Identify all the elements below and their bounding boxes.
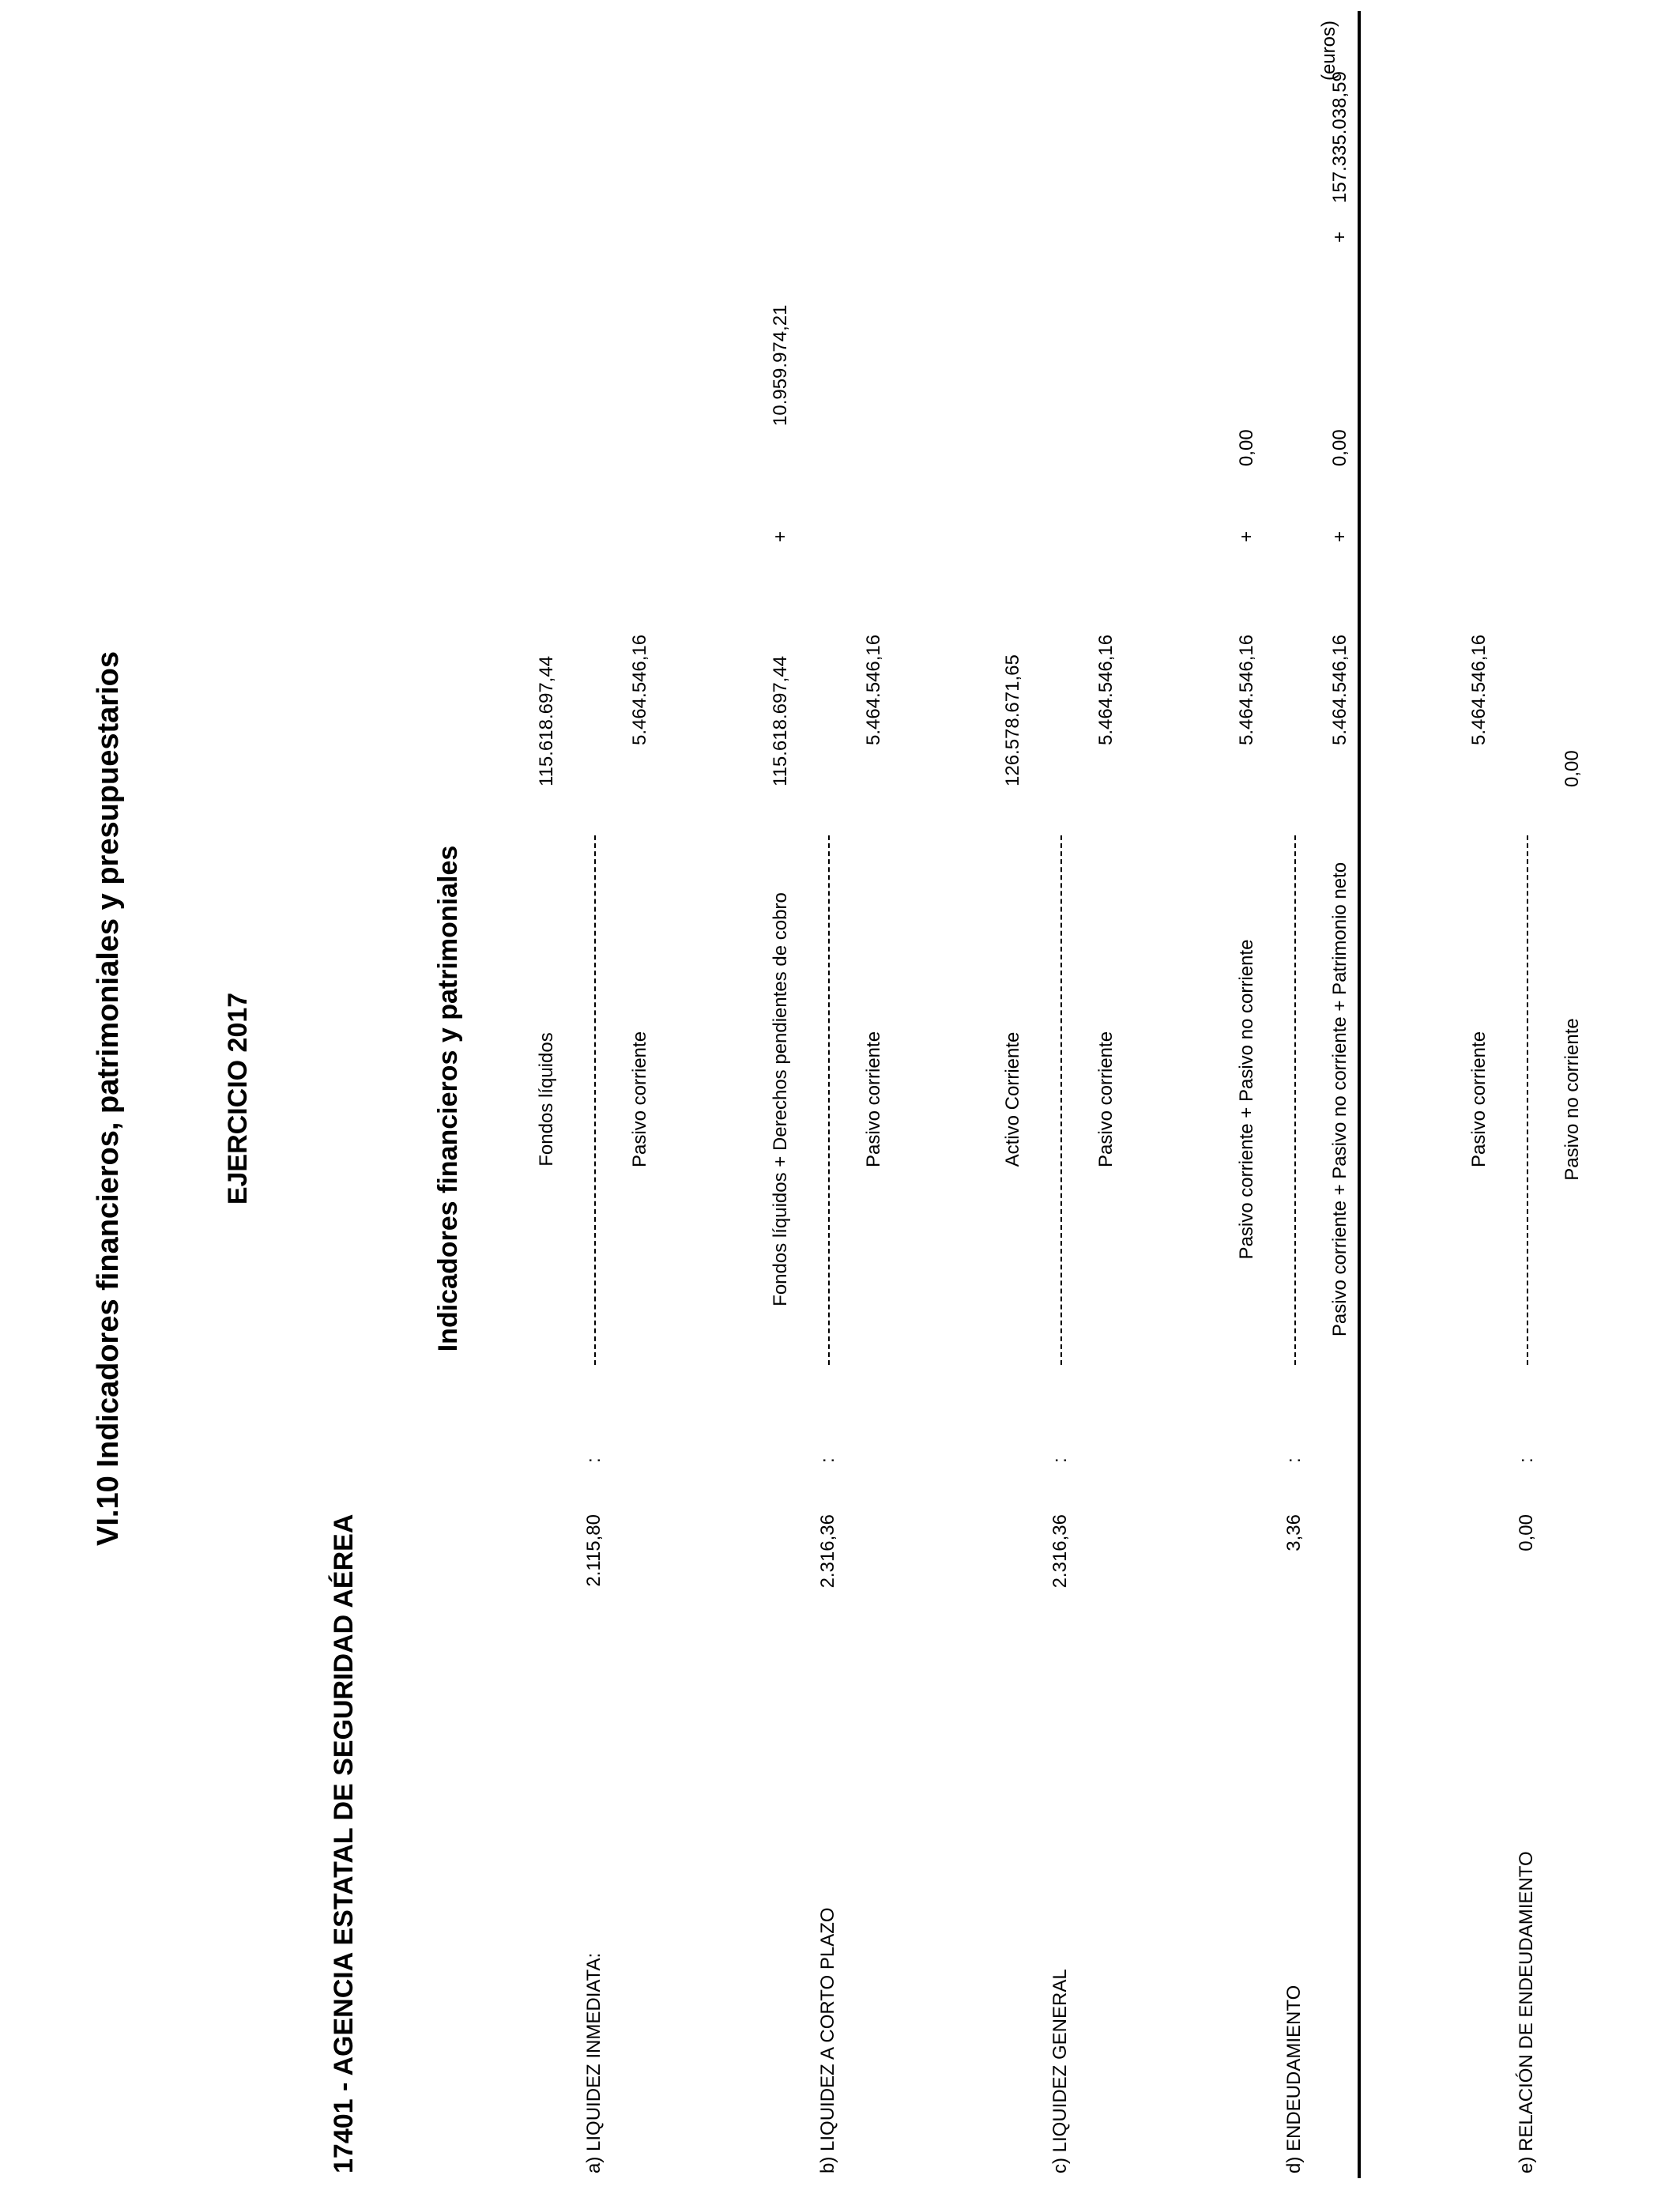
fraction-line — [1060, 835, 1062, 1365]
numerator-value: 115.618.697,44 — [770, 655, 791, 786]
indicator-ratio: 2.115,80 — [583, 1514, 605, 1587]
denominator-formula: Pasivo corriente — [629, 1031, 650, 1168]
denominator-value: 5.464.546,16 — [629, 634, 650, 745]
indicator-ratio: 3,36 — [1283, 1514, 1305, 1551]
ratio-separator: : — [1283, 1457, 1305, 1463]
fraction-line — [1527, 835, 1528, 1365]
plus-sign: + — [1329, 530, 1350, 542]
denominator-value-3: 157.335.038,59 — [1329, 71, 1350, 203]
denominator-value: 0,00 — [1561, 750, 1583, 787]
ratio-separator: : — [1516, 1457, 1537, 1463]
plus-sign: + — [770, 530, 791, 542]
numerator-value: 5.464.546,16 — [1236, 634, 1257, 745]
section-title: Indicadores financieros y patrimoniales — [433, 845, 463, 1352]
numerator-formula: Pasivo corriente — [1468, 1031, 1490, 1168]
plus-sign: + — [1329, 231, 1350, 243]
indicator-label: a) LIQUIDEZ INMEDIATA: — [583, 1952, 605, 2173]
ratio-separator: : — [1049, 1457, 1071, 1463]
numerator-value-2: 0,00 — [1236, 429, 1257, 466]
numerator-formula: Pasivo corriente + Pasivo no corriente — [1236, 939, 1257, 1260]
denominator-formula: Pasivo no corriente — [1561, 1018, 1583, 1181]
fraction-line — [1294, 835, 1296, 1365]
denominator-formula: Pasivo corriente — [1095, 1031, 1117, 1168]
ratio-separator: : — [583, 1457, 605, 1463]
entity-name: 17401 - AGENCIA ESTATAL DE SEGURIDAD AÉREA — [329, 1514, 359, 2173]
numerator-formula: Activo Corriente — [1002, 1031, 1023, 1167]
indicator-label: e) RELACIÓN DE ENDEUDAMIENTO — [1516, 1851, 1537, 2173]
numerator-formula: Fondos líquidos + Derechos pendientes de cobro — [770, 892, 791, 1306]
indicator-label: d) ENDEUDAMIENTO — [1283, 1985, 1305, 2173]
indicator-ratio: 2.316,36 — [1049, 1514, 1071, 1589]
numerator-value: 115.618.697,44 — [536, 655, 557, 786]
denominator-value-2: 0,00 — [1329, 429, 1350, 466]
numerator-value-2: 10.959.974,21 — [770, 304, 791, 426]
denominator-formula: Pasivo corriente — [863, 1031, 884, 1168]
indicator-ratio: 0,00 — [1516, 1514, 1537, 1551]
numerator-formula: Fondos líquidos — [536, 1032, 557, 1167]
plus-sign: + — [1236, 530, 1257, 542]
denominator-value: 5.464.546,16 — [863, 634, 884, 745]
denominator-value: 5.464.546,16 — [1095, 634, 1117, 745]
denominator-value: 5.464.546,16 — [1329, 634, 1350, 745]
header-rule — [1358, 11, 1361, 2178]
numerator-value: 5.464.546,16 — [1468, 634, 1490, 745]
currency-note: (euros) — [1318, 21, 1339, 81]
report-title: VI.10 Indicadores financieros, patrimoniales y presupuestarios — [92, 651, 125, 1546]
denominator-formula: Pasivo corriente + Pasivo no corriente + Patrimonio neto — [1329, 861, 1350, 1337]
indicator-label: b) LIQUIDEZ A CORTO PLAZO — [817, 1907, 838, 2173]
fraction-line — [828, 835, 830, 1365]
fraction-line — [594, 835, 596, 1365]
indicator-ratio: 2.316,36 — [817, 1514, 838, 1589]
ratio-separator: : — [817, 1457, 838, 1463]
exercise-year: EJERCICIO 2017 — [223, 992, 253, 1205]
indicator-label: c) LIQUIDEZ GENERAL — [1049, 1969, 1071, 2173]
numerator-value: 126.578.671,65 — [1002, 654, 1023, 786]
